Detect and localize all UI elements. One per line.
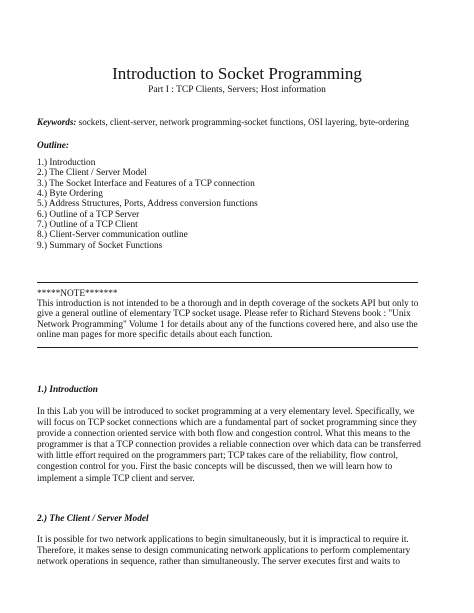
note-heading: *****NOTE******* (37, 289, 118, 299)
note-line: This introduction is not intended to be a thorough and in depth coverage of the sockets API but only to (37, 299, 419, 309)
outline-item: 1.) Introduction (37, 158, 96, 168)
paragraph-line: It is possible for two network applications to begin simultaneously, but it is impractical to require it. (37, 535, 409, 545)
document-subtitle: Part I : TCP Clients, Servers; Host information (148, 85, 326, 95)
keywords-line (37, 116, 409, 128)
section-1-heading: 1.) Introduction (37, 385, 98, 395)
outline-item: 4.) Byte Ordering (37, 189, 103, 200)
outline-item: 8.) Client-Server communication outline (37, 230, 188, 241)
section-2-heading: 2.) The Client / Server Model (37, 514, 149, 524)
outline-item: 6.) Outline of a TCP Server (37, 209, 140, 220)
paragraph-line: In this Lab you will be introduced to socket programming at a very elementary level. Specifically, we (37, 407, 415, 417)
paragraph-line: will focus on TCP socket connections which are a fundamental part of socket programming since they (37, 418, 417, 429)
paragraph-line: congestion control for you. First the basic concepts will be discussed, then we will learn how to (37, 462, 393, 473)
paragraph-line: Therefore, it makes sense to design communicating network applications to perform complementary (37, 546, 411, 557)
outline-item: 5.) Address Structures, Ports, Address conversion functions (37, 199, 258, 210)
note-line: give a general outline of elementary TCP socket usage. Please refer to Richard Stevens book : "Unix (37, 309, 411, 320)
paragraph-line: with little effort required on the programmers part; TCP takes care of the reliability, flow control, (37, 451, 398, 462)
note-bottom-rule (37, 347, 418, 348)
paragraph-line: provide a connection oriented service with both flow and congestion control. What this means to the (37, 429, 411, 440)
outline-item: 7.) Outline of a TCP Client (37, 220, 138, 231)
note-body (37, 299, 437, 341)
outline-item: 3.) The Socket Interface and Features of a TCP connection (37, 178, 255, 189)
keywords-text: sockets, client-server, network programming-socket functions, OSI layering, byte-ordering (76, 117, 409, 127)
paragraph-line: programmer is that a TCP connection provides a reliable connection over which data can be transferred (37, 440, 421, 451)
note-line: online man pages for more specific details about each function. (37, 330, 273, 341)
keywords-label: Keywords: (37, 117, 77, 127)
section-2-paragraph (37, 535, 437, 568)
note-top-rule (37, 282, 418, 283)
paragraph-line: implement a simple TCP client and server. (37, 473, 195, 484)
outline-item: 9.) Summary of Socket Functions (37, 240, 163, 251)
document-page (37, 0, 437, 613)
outline-list (37, 158, 258, 251)
outline-item: 2.) The Client / Server Model (37, 168, 147, 179)
paragraph-line: network operations in sequence, rather than simultaneously. The server executes first and waits to (37, 557, 400, 568)
section-1-paragraph (37, 407, 437, 485)
note-line: Network Programming" Volume 1 for details about any of the functions covered here, and also use the (37, 319, 418, 330)
outline-heading: Outline: (37, 141, 70, 151)
document-title: Introduction to Socket Programming (112, 64, 362, 83)
